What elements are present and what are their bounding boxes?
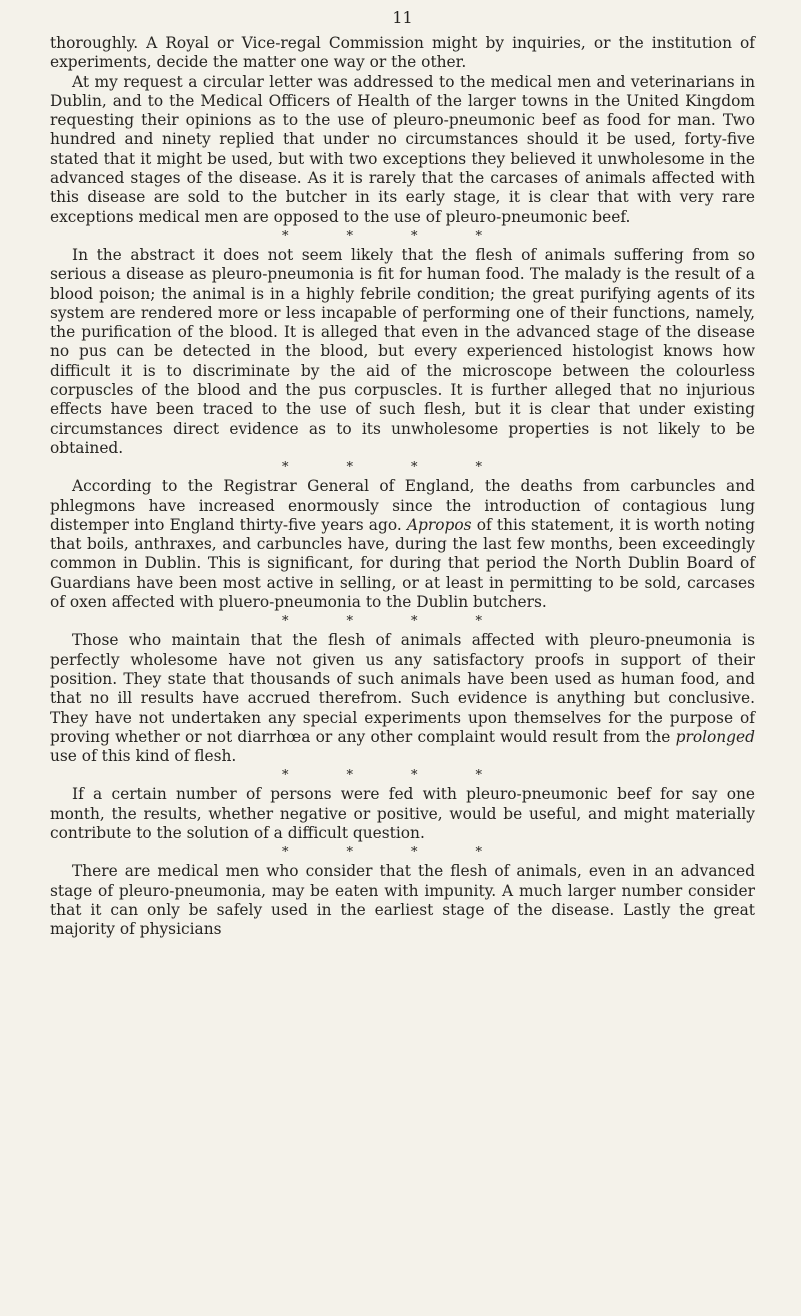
asterisk: * [475,768,482,784]
section-separator [282,843,482,862]
text-segment: of this statement, it is worth noting that boils, anthraxes, and carbuncles have, during the last few months, been exceedingly common in Dublin. This is significant, for during that period the North Dublin Board of Guardians have been most active in selling, or at least in permitting to be sold, carcases of oxen affected with pluero-pneumonia to the Dublin butchers. [50,515,755,612]
section-separator [282,227,482,246]
page-body [50,34,755,939]
asterisk: * [346,768,353,784]
asterisk: * [411,614,418,630]
paragraph [50,477,755,612]
asterisk: * [346,614,353,630]
asterisk: * [346,460,353,476]
asterisk: * [346,228,353,244]
asterisk: * [282,768,289,784]
paragraph [50,785,755,843]
page-number: 11 [392,8,413,27]
text-segment: If a certain number of persons were fed with pleuro-pneumonic beef for say one month, the results, whether negative or positive, would be useful, and might materially contribute to the solution of a difficult question. [50,785,755,842]
paragraph [50,246,755,458]
asterisk: * [475,460,482,476]
asterisk: * [475,614,482,630]
asterisk: * [282,460,289,476]
text-segment: Those who maintain that the flesh of animals affected with pleuro-pneumonia is perfectly wholesome have not given us any satisfactory proofs in support of their position. They state that thousands of such animals have been used as human food, and that no ill results have accrued therefrom. Such evidence is anything but conclusive. They have not undertaken any special experiments upon themselves for the purpose of proving whether or not diarrhœa or any other complaint would result from the [50,631,755,746]
asterisk: * [411,845,418,861]
book-page [50,0,755,1316]
asterisk: * [475,228,482,244]
italic-text: prolonged [675,727,755,746]
italic-text: Apropos [406,515,472,534]
text-segment: thoroughly. A Royal or Vice-regal Commission might by inquiries, or the institution of experiments, decide the matter one way or the other. [50,34,755,72]
paragraph [50,34,755,73]
asterisk: * [411,460,418,476]
section-separator [282,458,482,477]
asterisk: * [282,228,289,244]
text-segment: use of this kind of flesh. [50,747,237,766]
text-segment: There are medical men who consider that the flesh of animals, even in an advanced stage of pleuro-pneumonia, may be eaten with impunity. A much larger number consider that it can only be safely used in the earliest stage of the disease. Lastly the great majority of physicians [50,862,755,939]
text-segment: At my request a circular letter was addressed to the medical men and veterinarians in Dublin, and to the Medical Officers of Health of the larger towns in the United Kingdom requesting their opinions as to the use of pleuro-pneumonic beef as food for man. Two hundred and ninety replied that under no circumstances should it be used, forty-five stated that it might be used, but with two exceptions they believed it unwholesome in the advanced stages of the disease. As it is rarely that the carcases of animals affected with this disease are sold to the butcher in its early stage, it is clear that with very rare exceptions medical men are opposed to the use of pleuro-pneumonic beef. [50,72,755,226]
asterisk: * [475,845,482,861]
asterisk: * [411,768,418,784]
asterisk: * [282,845,289,861]
section-separator [282,612,482,631]
text-segment: According to the Registrar General of England, the deaths from carbuncles and phlegmons have increased enormously since the introduction of contagious lung distemper into England thirty-five years ago. [50,477,755,534]
paragraph [50,73,755,227]
text-segment: In the abstract it does not seem likely that the flesh of animals suffering from so serious a disease as pleuro-pneumonia is fit for human food. The malady is the result of a blood poison; the animal is in a highly febrile condition; the great purifying agents of its system are rendered more or less incapable of performing one of their functions, namely, the purification of the blood. It is alleged that even in the advanced stage of the disease no pus can be detected in the blood, but every experienced histologist knows how difficult it is to discriminate by the aid of the microscope between the colourless corpuscles of the blood and the pus corpuscles. It is further alleged that no injurious effects have been traced to the use of such flesh, but it is clear that under existing circumstances direct evidence as to its unwholesome properties is not likely to be obtained. [50,245,755,457]
asterisk: * [282,614,289,630]
section-separator [282,766,482,785]
paragraph [50,631,755,766]
asterisk: * [411,228,418,244]
asterisk: * [346,845,353,861]
paragraph [50,862,755,939]
